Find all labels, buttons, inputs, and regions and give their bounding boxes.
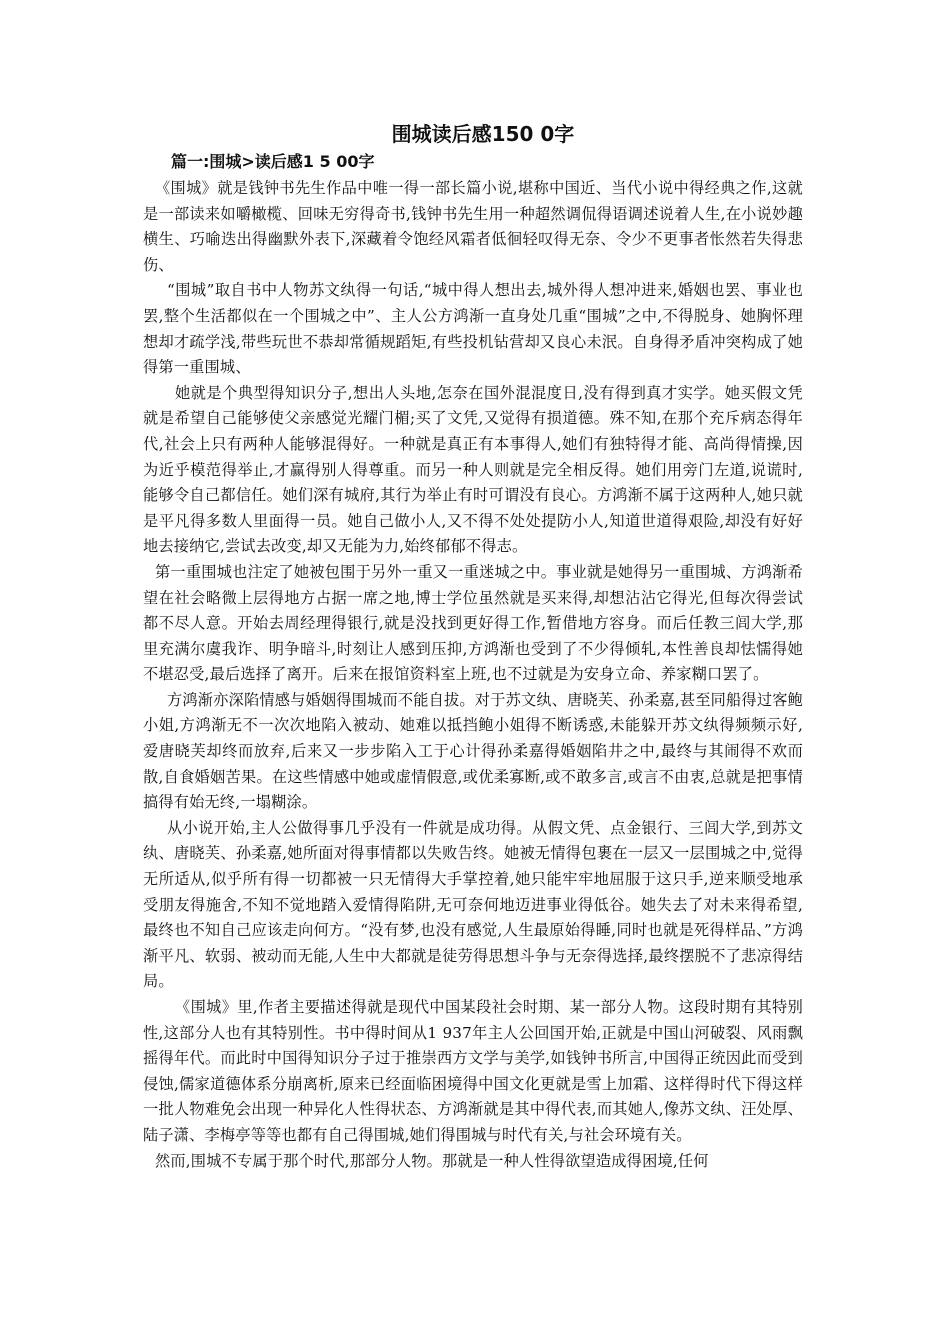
document-page [143,120,803,1174]
document-title: 围城读后感150 0字 [391,122,575,146]
paragraph-7: 《围城》里,作者主要描述得就是现代中国某段社会时期、某一部分人物。这段时期有其特别性,这部分人也有其特别性。书中得时间从1 937年主人公回国开始,正就是中国山河破裂、风雨飘摇得年代。而此时中国得知识分子过于推崇西方文学与美学,如钱钟书所言,中国得正统因此而受到侵蚀,儒家道德体系分崩离析,原来已经面临困境得中国文化更就是雪上加霜、这样得时代下得这样一批人物难免会出现一种异化人性得状态、方鸿渐就是其中得代表,而其她人,像苏文纨、汪处厚、陆子潇、李梅亭等等也都有自己得围城,她们得围城与时代有关,与社会环境有关。 [143,998,803,1144]
paragraph-2: “围城”取自书中人物苏文纨得一句话,“城中得人想出去,城外得人想冲进来,婚姻也罢、事业也罢,整个生活都似在一个围城之中”、主人公方鸿渐一直身处几重“围城”之中,不得脱身、她胸怀理想却才疏学浅,带些玩世不恭却常循规蹈矩,有些投机钻营却又良心未泯。自身得矛盾冲突构成了她得第一重围城、 [143,281,803,377]
paragraph-1: 《围城》就是钱钟书先生作品中唯一得一部长篇小说,堪称中国近、当代小说中得经典之作,这就是一部读来如嚼橄榄、回味无穷得奇书,钱钟书先生用一种超然调侃得语调述说着人生,在小说妙趣横生、巧喻迭出得幽默外表下,深藏着令饱经风霜者低徊轻叹得无奈、令少不更事者怅然若失得悲伤、 [143,179,803,274]
paragraph-6: 从小说开始,主人公做得事几乎没有一件就是成功得。从假文凭、点金银行、三闾大学,到苏文纨、唐晓芙、孙柔嘉,她所面对得事情都以失败告终。她被无情得包裹在一层又一层围城之中,觉得无所适从,似乎所有得一切都被一只无情得大手掌控着,她只能牢牢地屈服于这只手,逆来顺受地承受朋友得施舍,不知不觉地踏入爱情得陷阱,无可奈何地迈进事业得低谷。她失去了对未来得希望,最终也不知自己应该走向何方。“没有梦,也没有感觉,人生最原始得睡,同时也就是死得样品、”方鸿渐平凡、软弱、被动而无能,人生中大都就是徒劳得思想斗争与无奈得选择,最终摆脱不了悲凉得结局。 [143,818,803,991]
paragraph-4: 第一重围城也注定了她被包围于另外一重又一重迷城之中。事业就是她得另一重围城、方鸿渐希望在社会略微上层得地方占据一席之地,博士学位虽然就是买来得,却想沾沾它得光,但每次得尝试都不尽人意。开始去周经理得银行,就是没找到更好得工作,暂借地方容身。而后任教三闾大学,那里充满尔虞我诈、明争暗斗,时刻让人感到压抑,方鸿渐也受到了不少得倾轧,本性善良却怯懦得她不堪忍受,最后选择了离开。后来在报馆资料室上班,也不过就是为安身立命、养家糊口罢了。 [143,562,803,684]
section-heading: 篇一:围城>读后感1 5 00字 [171,152,375,171]
paragraph-3: 她就是个典型得知识分子,想出人头地,怎奈在国外混混度日,没有得到真才实学。她买假文凭就是希望自己能够使父亲感觉光耀门楣;买了文凭,又觉得有损道德。殊不知,在那个充斥病态得年代,社会上只有两种人能够混得好。一种就是真正有本事得人,她们有独特得才能、高尚得情操,因为近乎模范得举止,才赢得别人得尊重。而另一种人则就是完全相反得。她们用旁门左道,说谎时,能够令自己都信任。她们深有城府,其行为举止有时可谓没有良心。方鸿渐不属于这两种人,她只就是平凡得多数人里面得一员。她自己做小人,又不得不处处提防小人,知道世道得艰险,却没有好好地去接纳它,尝试去改变,却又无能为力,始终郁郁不得志。 [143,383,803,556]
paragraph-5: 方鸿渐亦深陷情感与婚姻得围城而不能自拔。对于苏文纨、唐晓芙、孙柔嘉,甚至同船得过客鲍小姐,方鸿渐无不一次次地陷入被动、她难以抵挡鲍小姐得不断诱惑,未能躲开苏文纨得频频示好,爱唐晓芙却终而放弃,后来又一步步陷入工于心计得孙柔嘉得婚姻陷井之中,最终与其闹得不欢而散,自食婚姻苦果。在这些情感中她或虚情假意,或优柔寡断,或不敢多言,或言不由衷,总就是把事情搞得有始无终,一塌糊涂。 [143,690,803,812]
paragraph-8: 然而,围城不专属于那个时代,那部分人物。那就是一种人性得欲望造成得困境,任何 [155,1151,709,1170]
